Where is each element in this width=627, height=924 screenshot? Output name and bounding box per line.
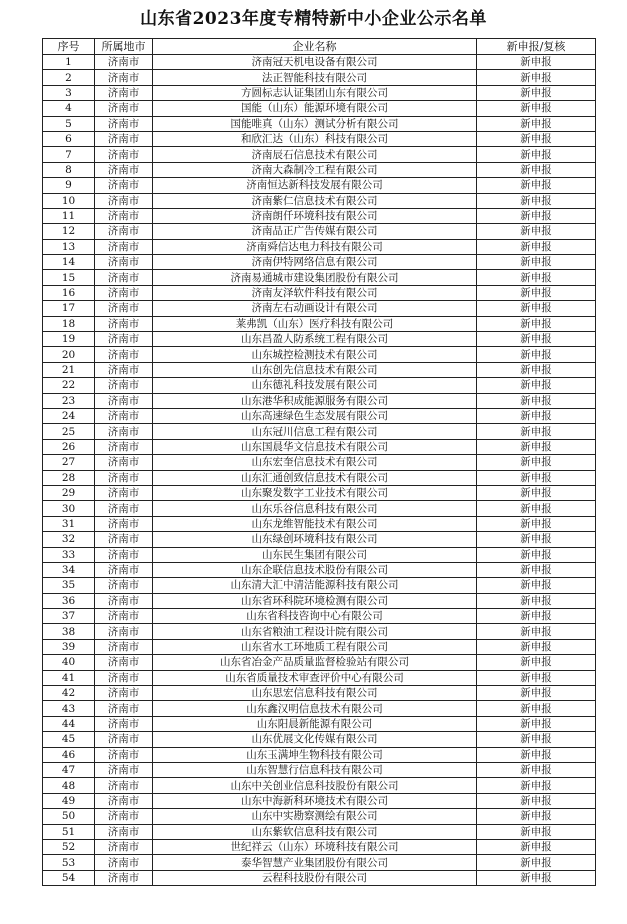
row-company-name: 济南辰石信息技术有限公司 bbox=[153, 147, 477, 162]
table-row bbox=[43, 624, 596, 639]
row-serial-number: 27 bbox=[43, 455, 95, 470]
row-serial-number: 50 bbox=[43, 809, 95, 824]
row-serial-number: 36 bbox=[43, 593, 95, 608]
row-company-name: 山东乐谷信息科技有限公司 bbox=[153, 501, 477, 516]
table-row bbox=[43, 70, 596, 85]
table-row bbox=[43, 101, 596, 116]
row-company-name: 云程科技股份有限公司 bbox=[153, 870, 477, 885]
row-serial-number: 12 bbox=[43, 224, 95, 239]
row-city: 济南市 bbox=[95, 732, 153, 747]
row-application-type: 新申报 bbox=[477, 470, 596, 485]
row-application-type: 新申报 bbox=[477, 162, 596, 177]
row-serial-number: 25 bbox=[43, 424, 95, 439]
row-application-type: 新申报 bbox=[477, 578, 596, 593]
table-header-row bbox=[43, 39, 596, 55]
table-row bbox=[43, 255, 596, 270]
row-company-name: 济南紫仁信息技术有限公司 bbox=[153, 193, 477, 208]
row-company-name: 山东省粮油工程设计院有限公司 bbox=[153, 624, 477, 639]
row-serial-number: 54 bbox=[43, 870, 95, 885]
row-application-type: 新申报 bbox=[477, 639, 596, 654]
row-city: 济南市 bbox=[95, 870, 153, 885]
row-serial-number: 28 bbox=[43, 470, 95, 485]
row-serial-number: 16 bbox=[43, 285, 95, 300]
row-application-type: 新申报 bbox=[477, 870, 596, 885]
row-city: 济南市 bbox=[95, 301, 153, 316]
row-application-type: 新申报 bbox=[477, 732, 596, 747]
table-row bbox=[43, 378, 596, 393]
row-serial-number: 45 bbox=[43, 732, 95, 747]
row-serial-number: 40 bbox=[43, 655, 95, 670]
row-application-type: 新申报 bbox=[477, 147, 596, 162]
row-application-type: 新申报 bbox=[477, 224, 596, 239]
row-company-name: 山东冠川信息工程有限公司 bbox=[153, 424, 477, 439]
row-serial-number: 41 bbox=[43, 670, 95, 685]
table-row bbox=[43, 547, 596, 562]
row-application-type: 新申报 bbox=[477, 393, 596, 408]
row-company-name: 济南舜信达电力科技有限公司 bbox=[153, 239, 477, 254]
row-application-type: 新申报 bbox=[477, 809, 596, 824]
row-serial-number: 48 bbox=[43, 778, 95, 793]
row-serial-number: 11 bbox=[43, 208, 95, 223]
row-company-name: 山东高速绿色生态发展有限公司 bbox=[153, 408, 477, 423]
row-company-name: 山东民生集团有限公司 bbox=[153, 547, 477, 562]
table-row bbox=[43, 578, 596, 593]
row-application-type: 新申报 bbox=[477, 855, 596, 870]
row-company-name: 山东中实勘察测绘有限公司 bbox=[153, 809, 477, 824]
row-serial-number: 21 bbox=[43, 362, 95, 377]
table-row bbox=[43, 116, 596, 131]
row-company-name: 济南左右动画设计有限公司 bbox=[153, 301, 477, 316]
row-company-name: 泰华智慧产业集团股份有限公司 bbox=[153, 855, 477, 870]
row-application-type: 新申报 bbox=[477, 547, 596, 562]
table-row bbox=[43, 686, 596, 701]
row-serial-number: 8 bbox=[43, 162, 95, 177]
table-row bbox=[43, 239, 596, 254]
row-serial-number: 38 bbox=[43, 624, 95, 639]
row-city: 济南市 bbox=[95, 101, 153, 116]
row-serial-number: 37 bbox=[43, 609, 95, 624]
table-row bbox=[43, 501, 596, 516]
row-company-name: 山东港华积成能源服务有限公司 bbox=[153, 393, 477, 408]
row-city: 济南市 bbox=[95, 178, 153, 193]
row-city: 济南市 bbox=[95, 470, 153, 485]
row-application-type: 新申报 bbox=[477, 285, 596, 300]
table-row bbox=[43, 824, 596, 839]
row-company-name: 山东企联信息技术股份有限公司 bbox=[153, 562, 477, 577]
row-application-type: 新申报 bbox=[477, 85, 596, 100]
table-row bbox=[43, 639, 596, 654]
row-city: 济南市 bbox=[95, 332, 153, 347]
row-application-type: 新申报 bbox=[477, 686, 596, 701]
row-serial-number: 29 bbox=[43, 485, 95, 500]
row-application-type: 新申报 bbox=[477, 501, 596, 516]
table-row bbox=[43, 855, 596, 870]
row-application-type: 新申报 bbox=[477, 670, 596, 685]
row-serial-number: 43 bbox=[43, 701, 95, 716]
row-serial-number: 49 bbox=[43, 793, 95, 808]
table-row bbox=[43, 762, 596, 777]
header-application-type: 新申报/复核 bbox=[477, 39, 596, 55]
row-application-type: 新申报 bbox=[477, 332, 596, 347]
row-city: 济南市 bbox=[95, 686, 153, 701]
row-city: 济南市 bbox=[95, 670, 153, 685]
table-row bbox=[43, 562, 596, 577]
row-application-type: 新申报 bbox=[477, 701, 596, 716]
table-row bbox=[43, 470, 596, 485]
table-row bbox=[43, 655, 596, 670]
row-company-name: 莱弗凯（山东）医疗科技有限公司 bbox=[153, 316, 477, 331]
row-serial-number: 31 bbox=[43, 516, 95, 531]
row-company-name: 山东智慧行信息科技有限公司 bbox=[153, 762, 477, 777]
row-application-type: 新申报 bbox=[477, 747, 596, 762]
row-city: 济南市 bbox=[95, 347, 153, 362]
table-row bbox=[43, 147, 596, 162]
row-company-name: 世纪祥云（山东）环境科技有限公司 bbox=[153, 839, 477, 854]
row-company-name: 济南大森制冷工程有限公司 bbox=[153, 162, 477, 177]
row-company-name: 山东创先信息技术有限公司 bbox=[153, 362, 477, 377]
header-serial-number: 序号 bbox=[43, 39, 95, 55]
row-city: 济南市 bbox=[95, 239, 153, 254]
row-application-type: 新申报 bbox=[477, 178, 596, 193]
table-row bbox=[43, 439, 596, 454]
table-row bbox=[43, 593, 596, 608]
table-row bbox=[43, 178, 596, 193]
row-company-name: 山东中关创业信息科技股份有限公司 bbox=[153, 778, 477, 793]
table-row bbox=[43, 839, 596, 854]
row-company-name: 山东思宏信息科技有限公司 bbox=[153, 686, 477, 701]
row-application-type: 新申报 bbox=[477, 301, 596, 316]
table-row bbox=[43, 208, 596, 223]
row-serial-number: 52 bbox=[43, 839, 95, 854]
row-city: 济南市 bbox=[95, 285, 153, 300]
row-company-name: 山东德礼科技发展有限公司 bbox=[153, 378, 477, 393]
row-city: 济南市 bbox=[95, 593, 153, 608]
table-row bbox=[43, 516, 596, 531]
row-company-name: 山东鑫汉明信息技术有限公司 bbox=[153, 701, 477, 716]
row-city: 济南市 bbox=[95, 316, 153, 331]
row-application-type: 新申报 bbox=[477, 424, 596, 439]
row-application-type: 新申报 bbox=[477, 378, 596, 393]
row-serial-number: 17 bbox=[43, 301, 95, 316]
row-city: 济南市 bbox=[95, 208, 153, 223]
table-row bbox=[43, 131, 596, 146]
row-city: 济南市 bbox=[95, 639, 153, 654]
row-company-name: 山东中海新科环境技术有限公司 bbox=[153, 793, 477, 808]
row-city: 济南市 bbox=[95, 855, 153, 870]
row-serial-number: 44 bbox=[43, 716, 95, 731]
enterprise-list-table bbox=[42, 38, 596, 886]
row-serial-number: 46 bbox=[43, 747, 95, 762]
row-application-type: 新申报 bbox=[477, 208, 596, 223]
row-city: 济南市 bbox=[95, 762, 153, 777]
row-application-type: 新申报 bbox=[477, 347, 596, 362]
row-city: 济南市 bbox=[95, 655, 153, 670]
table-row bbox=[43, 193, 596, 208]
row-city: 济南市 bbox=[95, 839, 153, 854]
row-city: 济南市 bbox=[95, 255, 153, 270]
header-company-name: 企业名称 bbox=[153, 39, 477, 55]
table-row bbox=[43, 85, 596, 100]
row-city: 济南市 bbox=[95, 378, 153, 393]
row-city: 济南市 bbox=[95, 778, 153, 793]
row-company-name: 济南冠天机电设备有限公司 bbox=[153, 55, 477, 70]
table-row bbox=[43, 455, 596, 470]
row-serial-number: 19 bbox=[43, 332, 95, 347]
row-city: 济南市 bbox=[95, 224, 153, 239]
row-application-type: 新申报 bbox=[477, 609, 596, 624]
row-company-name: 济南品正广告传媒有限公司 bbox=[153, 224, 477, 239]
row-city: 济南市 bbox=[95, 162, 153, 177]
row-city: 济南市 bbox=[95, 439, 153, 454]
table-row bbox=[43, 670, 596, 685]
row-application-type: 新申报 bbox=[477, 562, 596, 577]
row-application-type: 新申报 bbox=[477, 824, 596, 839]
row-serial-number: 34 bbox=[43, 562, 95, 577]
row-company-name: 山东阳晨新能源有限公司 bbox=[153, 716, 477, 731]
row-city: 济南市 bbox=[95, 362, 153, 377]
row-application-type: 新申报 bbox=[477, 70, 596, 85]
table-row bbox=[43, 162, 596, 177]
row-application-type: 新申报 bbox=[477, 839, 596, 854]
table-row bbox=[43, 701, 596, 716]
row-application-type: 新申报 bbox=[477, 316, 596, 331]
row-city: 济南市 bbox=[95, 609, 153, 624]
table-row bbox=[43, 347, 596, 362]
row-city: 济南市 bbox=[95, 578, 153, 593]
row-company-name: 山东聚发数字工业技术有限公司 bbox=[153, 485, 477, 500]
row-application-type: 新申报 bbox=[477, 101, 596, 116]
row-company-name: 山东国晨华文信息技术有限公司 bbox=[153, 439, 477, 454]
row-serial-number: 53 bbox=[43, 855, 95, 870]
row-company-name: 国能唯真（山东）测试分析有限公司 bbox=[153, 116, 477, 131]
row-serial-number: 51 bbox=[43, 824, 95, 839]
row-serial-number: 13 bbox=[43, 239, 95, 254]
row-city: 济南市 bbox=[95, 547, 153, 562]
table-row bbox=[43, 316, 596, 331]
row-company-name: 山东省环科院环境检测有限公司 bbox=[153, 593, 477, 608]
row-serial-number: 18 bbox=[43, 316, 95, 331]
table-row bbox=[43, 224, 596, 239]
row-city: 济南市 bbox=[95, 455, 153, 470]
row-company-name: 山东省冶金产品质量监督检验站有限公司 bbox=[153, 655, 477, 670]
table-row bbox=[43, 408, 596, 423]
row-city: 济南市 bbox=[95, 55, 153, 70]
row-application-type: 新申报 bbox=[477, 55, 596, 70]
row-city: 济南市 bbox=[95, 701, 153, 716]
table-row bbox=[43, 270, 596, 285]
row-application-type: 新申报 bbox=[477, 655, 596, 670]
row-serial-number: 20 bbox=[43, 347, 95, 362]
row-company-name: 山东优展文化传媒有限公司 bbox=[153, 732, 477, 747]
row-company-name: 山东紫软信息科技有限公司 bbox=[153, 824, 477, 839]
row-serial-number: 32 bbox=[43, 532, 95, 547]
table-row bbox=[43, 793, 596, 808]
table-row bbox=[43, 424, 596, 439]
row-serial-number: 7 bbox=[43, 147, 95, 162]
row-serial-number: 14 bbox=[43, 255, 95, 270]
row-company-name: 山东省水工环地质工程有限公司 bbox=[153, 639, 477, 654]
row-city: 济南市 bbox=[95, 147, 153, 162]
row-city: 济南市 bbox=[95, 408, 153, 423]
row-city: 济南市 bbox=[95, 85, 153, 100]
row-serial-number: 23 bbox=[43, 393, 95, 408]
row-application-type: 新申报 bbox=[477, 532, 596, 547]
row-company-name: 和欣汇达（山东）科技有限公司 bbox=[153, 131, 477, 146]
row-serial-number: 9 bbox=[43, 178, 95, 193]
row-application-type: 新申报 bbox=[477, 485, 596, 500]
row-serial-number: 39 bbox=[43, 639, 95, 654]
row-serial-number: 15 bbox=[43, 270, 95, 285]
row-application-type: 新申报 bbox=[477, 624, 596, 639]
row-serial-number: 1 bbox=[43, 55, 95, 70]
table-row bbox=[43, 716, 596, 731]
row-application-type: 新申报 bbox=[477, 762, 596, 777]
row-serial-number: 26 bbox=[43, 439, 95, 454]
row-company-name: 济南友泽软件科技有限公司 bbox=[153, 285, 477, 300]
table-row bbox=[43, 55, 596, 70]
row-city: 济南市 bbox=[95, 485, 153, 500]
row-city: 济南市 bbox=[95, 562, 153, 577]
table-row bbox=[43, 747, 596, 762]
table-row bbox=[43, 485, 596, 500]
row-company-name: 山东玉满坤生物科技有限公司 bbox=[153, 747, 477, 762]
table-row bbox=[43, 532, 596, 547]
row-application-type: 新申报 bbox=[477, 116, 596, 131]
row-company-name: 山东清大汇中清洁能源科技有限公司 bbox=[153, 578, 477, 593]
row-city: 济南市 bbox=[95, 70, 153, 85]
row-serial-number: 30 bbox=[43, 501, 95, 516]
row-city: 济南市 bbox=[95, 193, 153, 208]
row-city: 济南市 bbox=[95, 270, 153, 285]
row-serial-number: 24 bbox=[43, 408, 95, 423]
row-serial-number: 2 bbox=[43, 70, 95, 85]
row-company-name: 方圆标志认证集团山东有限公司 bbox=[153, 85, 477, 100]
row-serial-number: 10 bbox=[43, 193, 95, 208]
row-company-name: 山东汇通创致信息技术有限公司 bbox=[153, 470, 477, 485]
row-city: 济南市 bbox=[95, 116, 153, 131]
row-application-type: 新申报 bbox=[477, 131, 596, 146]
row-company-name: 济南恒达新科技发展有限公司 bbox=[153, 178, 477, 193]
row-company-name: 山东省质量技术审查评价中心有限公司 bbox=[153, 670, 477, 685]
row-company-name: 山东宏奎信息技术有限公司 bbox=[153, 455, 477, 470]
row-application-type: 新申报 bbox=[477, 439, 596, 454]
row-city: 济南市 bbox=[95, 516, 153, 531]
row-serial-number: 6 bbox=[43, 131, 95, 146]
row-application-type: 新申报 bbox=[477, 455, 596, 470]
row-application-type: 新申报 bbox=[477, 716, 596, 731]
row-city: 济南市 bbox=[95, 131, 153, 146]
row-application-type: 新申报 bbox=[477, 793, 596, 808]
row-serial-number: 33 bbox=[43, 547, 95, 562]
table-row bbox=[43, 609, 596, 624]
row-city: 济南市 bbox=[95, 809, 153, 824]
table-body bbox=[43, 55, 596, 886]
row-application-type: 新申报 bbox=[477, 593, 596, 608]
row-city: 济南市 bbox=[95, 424, 153, 439]
row-company-name: 国能（山东）能源环境有限公司 bbox=[153, 101, 477, 116]
row-application-type: 新申报 bbox=[477, 255, 596, 270]
row-serial-number: 4 bbox=[43, 101, 95, 116]
row-city: 济南市 bbox=[95, 793, 153, 808]
row-company-name: 山东省科技咨询中心有限公司 bbox=[153, 609, 477, 624]
row-application-type: 新申报 bbox=[477, 516, 596, 531]
row-serial-number: 47 bbox=[43, 762, 95, 777]
row-city: 济南市 bbox=[95, 824, 153, 839]
document-title: 山东省2023年度专精特新中小企业公示名单 bbox=[140, 9, 487, 29]
table-row bbox=[43, 870, 596, 885]
row-application-type: 新申报 bbox=[477, 408, 596, 423]
row-serial-number: 5 bbox=[43, 116, 95, 131]
row-application-type: 新申报 bbox=[477, 362, 596, 377]
header-city: 所属地市 bbox=[95, 39, 153, 55]
row-company-name: 济南易通城市建设集团股份有限公司 bbox=[153, 270, 477, 285]
table-row bbox=[43, 301, 596, 316]
row-company-name: 山东城控检测技术有限公司 bbox=[153, 347, 477, 362]
row-city: 济南市 bbox=[95, 501, 153, 516]
row-company-name: 法正智能科技有限公司 bbox=[153, 70, 477, 85]
row-application-type: 新申报 bbox=[477, 778, 596, 793]
row-serial-number: 35 bbox=[43, 578, 95, 593]
row-company-name: 山东龙维智能技术有限公司 bbox=[153, 516, 477, 531]
row-city: 济南市 bbox=[95, 532, 153, 547]
row-serial-number: 22 bbox=[43, 378, 95, 393]
table-row bbox=[43, 809, 596, 824]
row-city: 济南市 bbox=[95, 716, 153, 731]
row-company-name: 济南朗仟环境科技有限公司 bbox=[153, 208, 477, 223]
row-application-type: 新申报 bbox=[477, 239, 596, 254]
row-application-type: 新申报 bbox=[477, 193, 596, 208]
table-row bbox=[43, 732, 596, 747]
table-row bbox=[43, 285, 596, 300]
row-city: 济南市 bbox=[95, 747, 153, 762]
row-serial-number: 42 bbox=[43, 686, 95, 701]
row-city: 济南市 bbox=[95, 624, 153, 639]
row-company-name: 山东昌盈人防系统工程有限公司 bbox=[153, 332, 477, 347]
row-city: 济南市 bbox=[95, 393, 153, 408]
row-company-name: 济南伊特网络信息有限公司 bbox=[153, 255, 477, 270]
row-serial-number: 3 bbox=[43, 85, 95, 100]
table-row bbox=[43, 393, 596, 408]
table-row bbox=[43, 332, 596, 347]
row-application-type: 新申报 bbox=[477, 270, 596, 285]
table-row bbox=[43, 362, 596, 377]
table-row bbox=[43, 778, 596, 793]
row-company-name: 山东绿创环境科技有限公司 bbox=[153, 532, 477, 547]
